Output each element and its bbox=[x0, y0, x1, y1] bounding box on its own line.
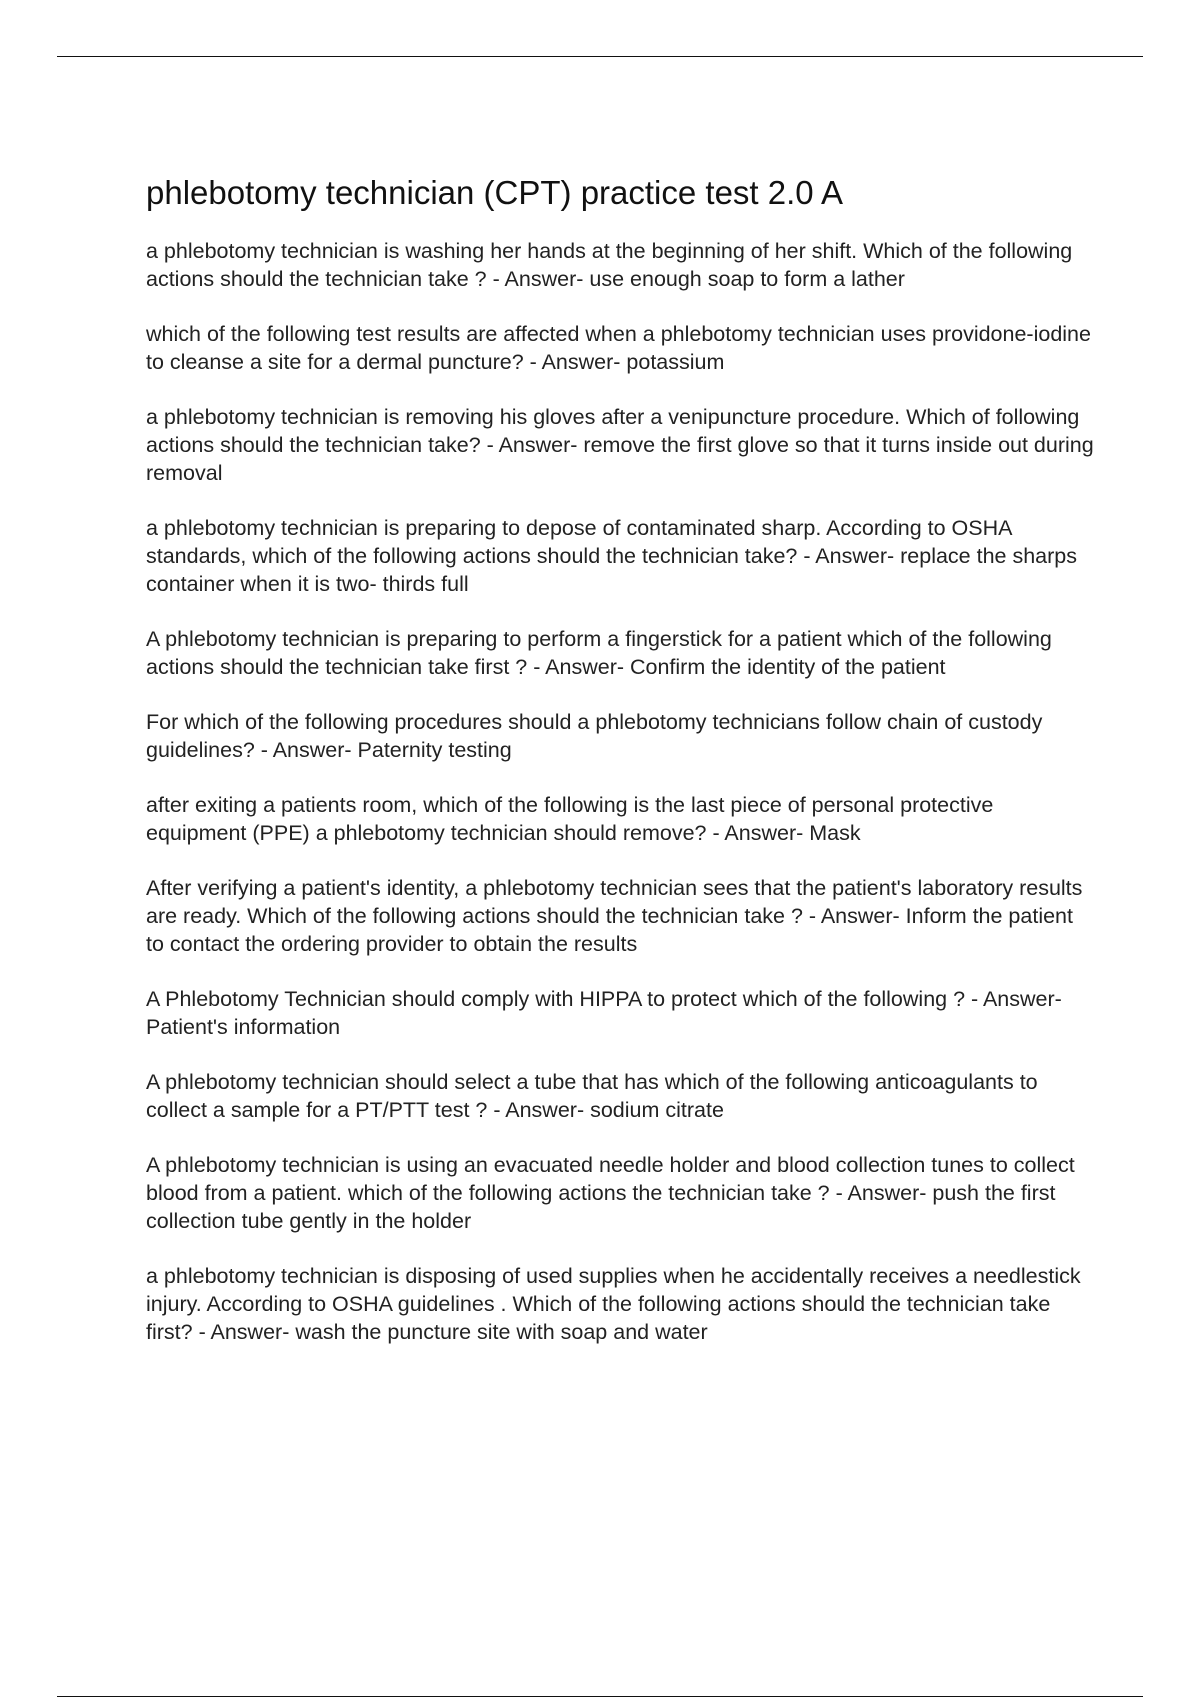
qa-item: a phlebotomy technician is preparing to depose of contaminated sharp. According to OSHA standards, which of the following actions should the technician take? - Answer- replace the sharps container when it is two- thirds full bbox=[146, 516, 1077, 597]
qa-item: which of the following test results are affected when a phlebotomy technician uses providone-iodine to cleanse a site for a dermal puncture? - Answer- potassium bbox=[146, 322, 1091, 375]
qa-item: a phlebotomy technician is washing her hands at the beginning of her shift. Which of the following actions should the technician take ? - Answer- use enough soap to form a lather bbox=[146, 239, 1073, 292]
qa-item: a phlebotomy technician is disposing of used supplies when he accidentally receives a needlestick injury. According to OSHA guidelines . Which of the following actions should the technician take first? - Answer- wash the puncture site with soap and water bbox=[146, 1264, 1081, 1345]
document-body bbox=[146, 172, 1096, 1373]
qa-item: For which of the following procedures should a phlebotomy technicians follow chain of custody guidelines? - Answer- Paternity testing bbox=[146, 710, 1043, 763]
page-title: phlebotomy technician (CPT) practice test 2.0 A bbox=[146, 174, 843, 211]
qa-item: after exiting a patients room, which of the following is the last piece of personal protective equipment (PPE) a phlebotomy technician should remove? - Answer- Mask bbox=[146, 793, 994, 846]
qa-list bbox=[146, 237, 1096, 1346]
footer-rule bbox=[57, 1696, 1143, 1697]
header-rule bbox=[57, 56, 1143, 57]
qa-item: A phlebotomy technician is preparing to perform a fingerstick for a patient which of the following actions should the technician take first ? - Answer- Confirm the identity of the patient bbox=[146, 627, 1052, 680]
qa-item: A phlebotomy technician should select a tube that has which of the following anticoagulants to collect a sample for a PT/PTT test ? - Answer- sodium citrate bbox=[146, 1070, 1038, 1123]
qa-item: a phlebotomy technician is removing his gloves after a venipuncture procedure. Which of following actions should the technician take? - Answer- remove the first glove so that it turns inside out during removal bbox=[146, 405, 1094, 486]
qa-item: After verifying a patient's identity, a phlebotomy technician sees that the patient's laboratory results are ready. Which of the following actions should the technician take ? - Answer- Inform the patient to contact the ordering provider to obtain the results bbox=[146, 876, 1083, 957]
qa-item: A phlebotomy technician is using an evacuated needle holder and blood collection tunes to collect blood from a patient. which of the following actions the technician take ? - Answer- push the first collection tube gently in the holder bbox=[146, 1153, 1075, 1234]
qa-item: A Phlebotomy Technician should comply with HIPPA to protect which of the following ? - Answer- Patient's information bbox=[146, 987, 1062, 1040]
